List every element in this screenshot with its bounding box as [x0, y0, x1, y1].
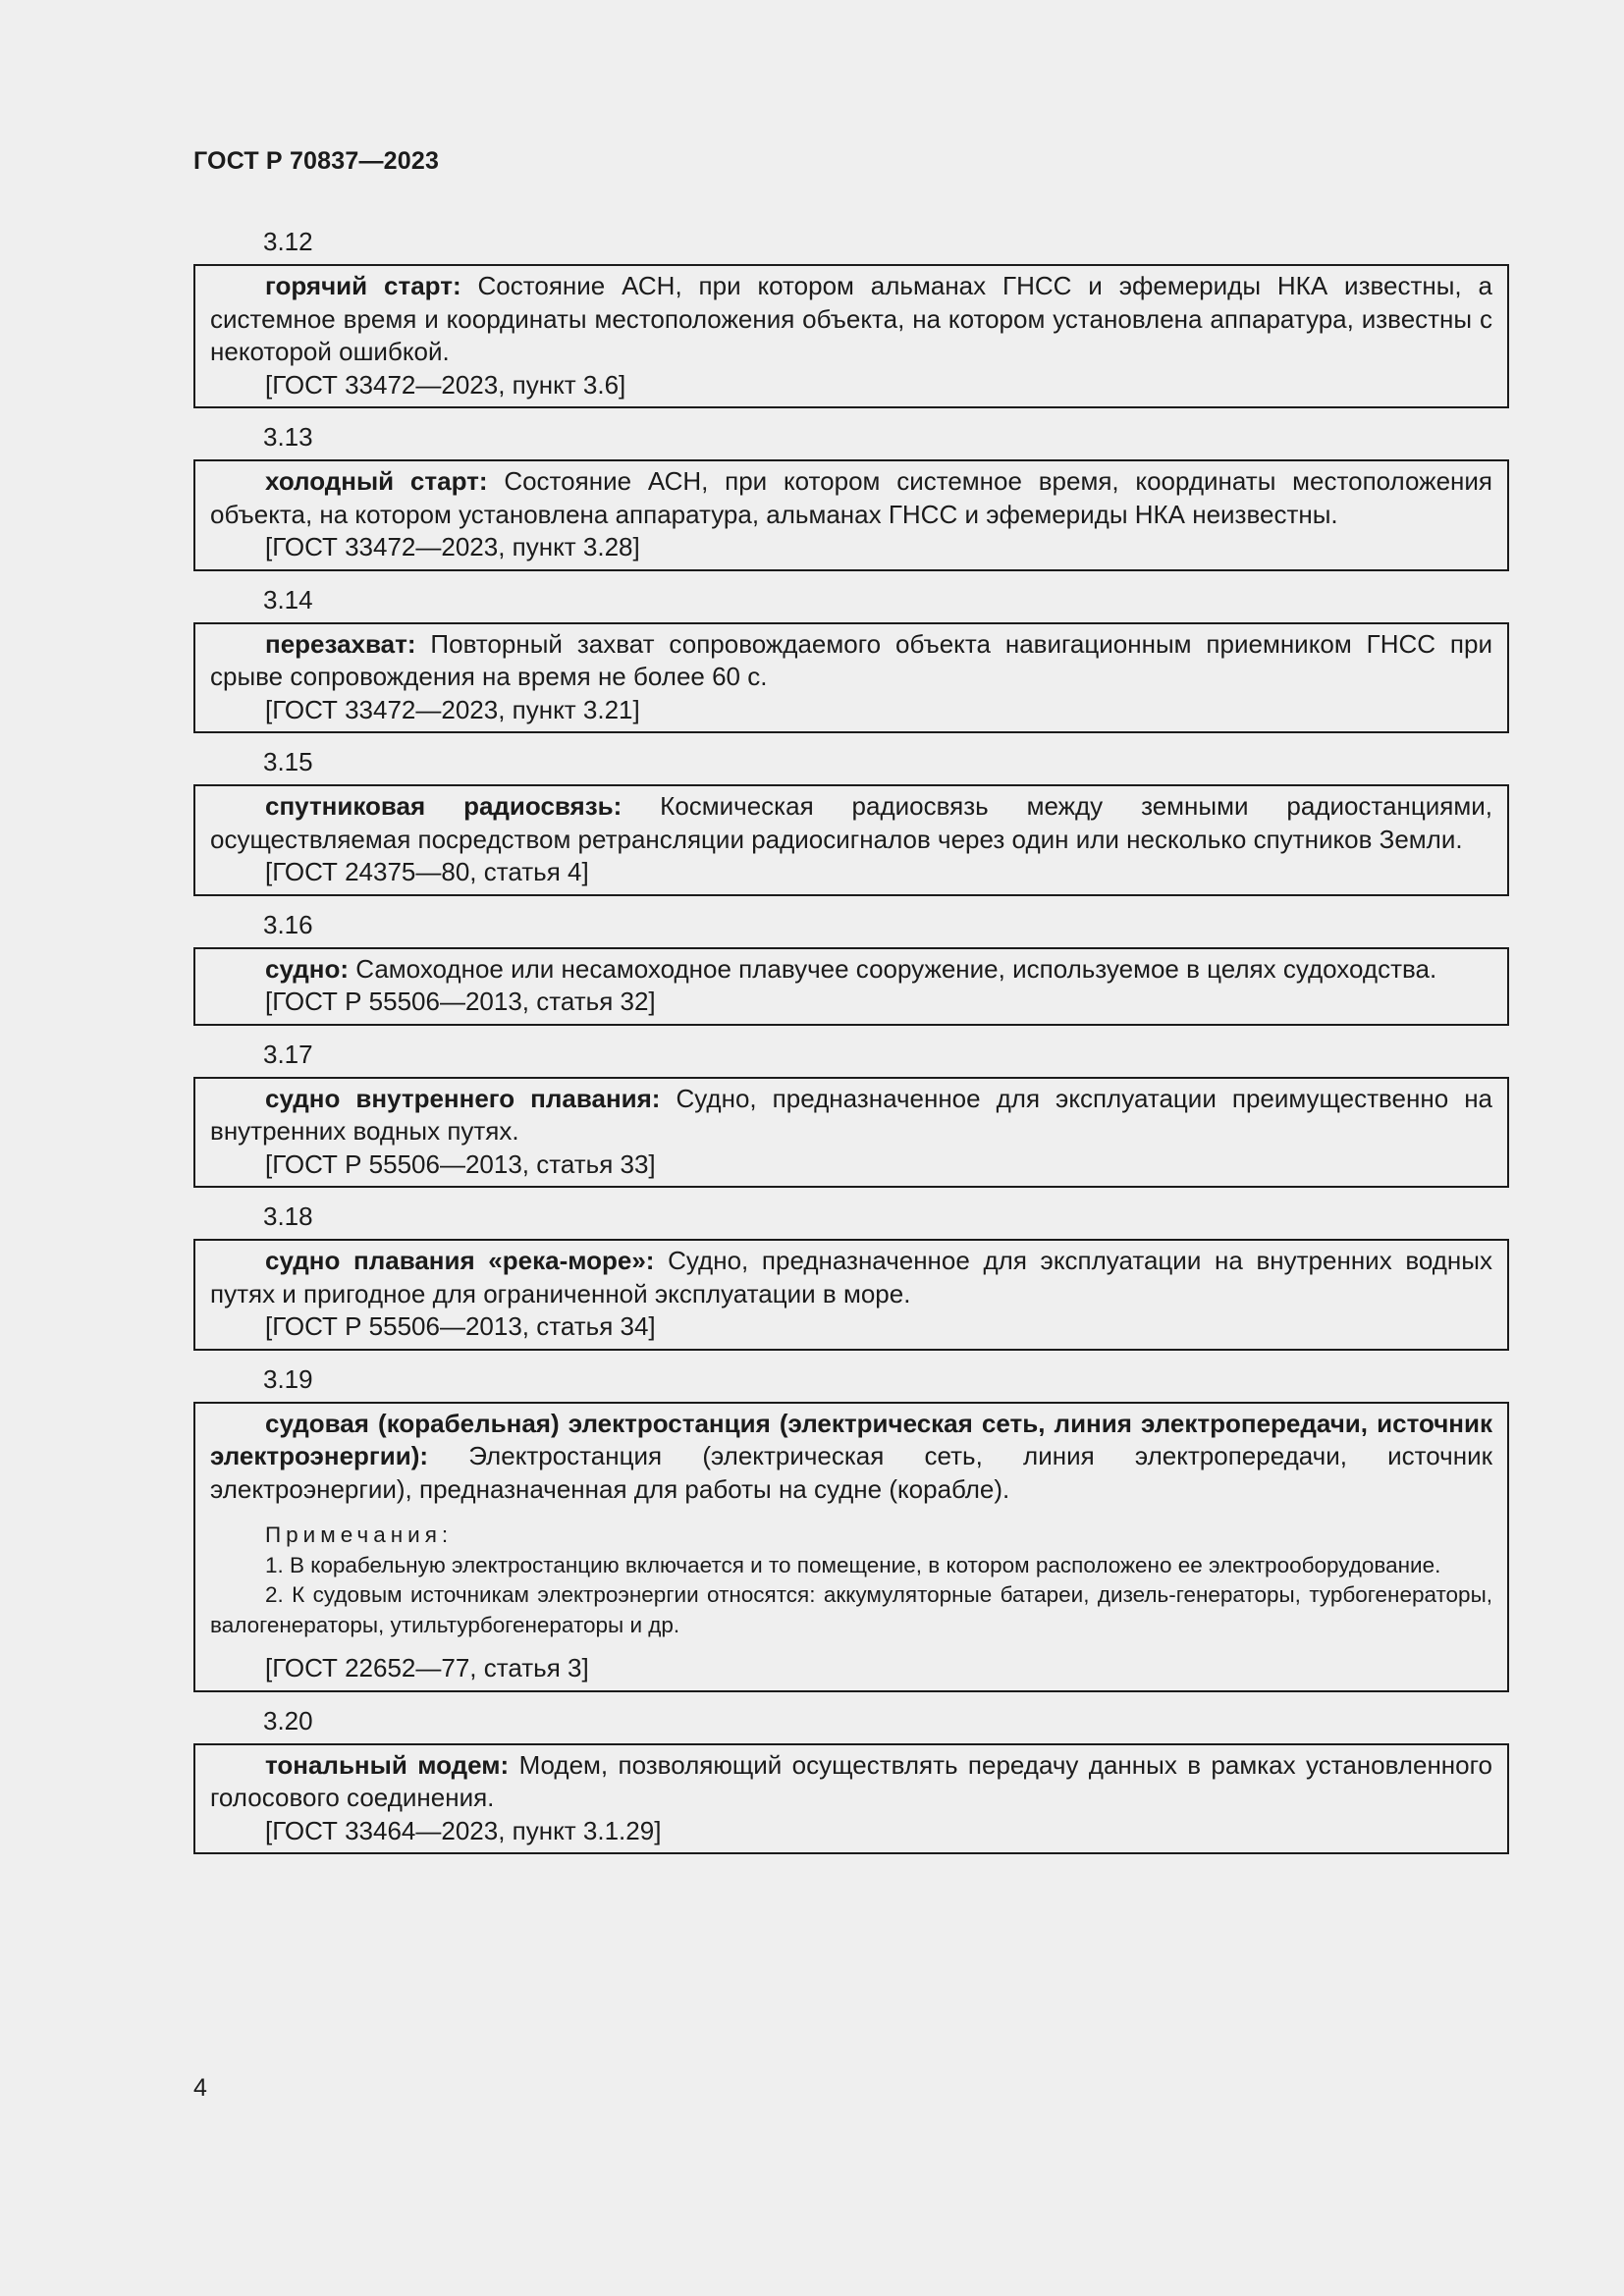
entry-text: [210, 1083, 1492, 1148]
entry-text: [210, 628, 1492, 694]
entry-number: 3.19: [263, 1363, 313, 1394]
term-source: [ГОСТ 33464—2023, пункт 3.1.29]: [265, 1815, 662, 1845]
term-entry-3-15: [193, 784, 1509, 896]
note-item: 1. В корабельную электростанцию включается и то помещение, в котором расположено ее электрооборудование.: [265, 1552, 1441, 1577]
entry-number: 3.16: [263, 909, 313, 939]
term-name: перезахват:: [265, 628, 416, 659]
term-name: судно внутреннего плавания:: [265, 1083, 661, 1113]
term-source: [ГОСТ 33472—2023, пункт 3.21]: [265, 694, 640, 724]
term-source: [ГОСТ Р 55506—2013, статья 33]: [265, 1148, 656, 1179]
term-definition: Электростанция (электрическая сеть, линия электропередачи, источник электроэнергии), предназначенная для работы на судне (корабле).: [210, 1441, 1492, 1504]
entry-number: 3.13: [263, 422, 313, 452]
notes-block: [210, 1521, 1492, 1640]
term-source: [ГОСТ Р 55506—2013, статья 32]: [265, 987, 656, 1016]
term-name: судно:: [265, 953, 350, 984]
term-definition: Состояние АСН, при котором альманах ГНСС и эфемериды НКА известны, а системное время и координаты местоположения объекта, на котором установлена аппаратура, известны с некоторой ошибкой.: [210, 271, 1492, 366]
term-definition: Судно, предназначенное для эксплуатации преимущественно на внутренних водных путях.: [210, 1083, 1493, 1146]
term-entry-3-19: [193, 1402, 1509, 1692]
term-name: тональный модем:: [265, 1749, 510, 1780]
term-source: [ГОСТ 24375—80, статья 4]: [265, 857, 589, 886]
entry-number: 3.20: [263, 1705, 313, 1735]
entry-text: [210, 953, 1492, 987]
notes-label: Примечания:: [265, 1522, 454, 1547]
term-entry-3-12: [193, 264, 1509, 408]
note-item: 2. К судовым источникам электроэнергии относятся: аккумуляторные батареи, дизель-генераторы, турбогенераторы, валогенераторы, утильтурбогенераторы и др.: [210, 1582, 1492, 1637]
term-name: горячий старт:: [265, 271, 461, 300]
entry-text: [210, 1749, 1492, 1815]
term-definition: Космическая радиосвязь между земными радиостанциями, осуществляемая посредством ретрансляции радиосигналов через один или несколько спутников Земли.: [210, 791, 1492, 854]
page-number: 4: [193, 2074, 207, 2102]
term-definition: Повторный захват сопровождаемого объекта навигационным приемником ГНСС при срыве сопровождения на время не более 60 с.: [210, 628, 1492, 691]
entry-text: [210, 270, 1492, 369]
term-definition: Модем, позволяющий осуществлять передачу данных в рамках установленного голосового соединения.: [210, 1749, 1492, 1812]
entry-text: [210, 465, 1492, 531]
term-source: [ГОСТ 33472—2023, пункт 3.6]: [265, 369, 626, 400]
term-source: [ГОСТ Р 55506—2013, статья 34]: [265, 1311, 656, 1341]
term-entry-3-14: [193, 622, 1509, 734]
term-name: холодный старт:: [265, 466, 488, 496]
term-definition: Самоходное или несамоходное плавучее сооружение, используемое в целях судоходства.: [355, 953, 1437, 984]
entry-number: 3.12: [263, 227, 313, 256]
entry-text: [210, 1245, 1492, 1310]
term-source: [ГОСТ 33472—2023, пункт 3.28]: [265, 532, 640, 561]
term-definition: Судно, предназначенное для эксплуатации на внутренних водных путях и пригодное для ограниченной эксплуатации в море.: [210, 1246, 1492, 1308]
term-entry-3-13: [193, 459, 1509, 571]
term-entry-3-17: [193, 1077, 1509, 1189]
entry-number: 3.17: [263, 1039, 313, 1069]
terms-list: [193, 225, 1509, 1866]
entry-text: [210, 790, 1492, 856]
term-name: судно плавания «река-море»:: [265, 1246, 655, 1275]
term-name: спутниковая радиосвязь:: [265, 791, 623, 821]
document-header: ГОСТ Р 70837—2023: [193, 147, 440, 175]
term-entry-3-18: [193, 1239, 1509, 1351]
entry-number: 3.15: [263, 747, 313, 776]
term-name: судовая (корабельная) электростанция (электрическая сеть, линия электропередачи, источник электроэнергии):: [210, 1408, 1492, 1470]
term-source: [ГОСТ 22652—77, статья 3]: [265, 1653, 589, 1682]
term-entry-3-16: [193, 947, 1509, 1026]
entry-text: [210, 1408, 1492, 1507]
entry-number: 3.18: [263, 1201, 313, 1231]
term-entry-3-20: [193, 1743, 1509, 1855]
term-definition: Состояние АСН, при котором системное время, координаты местоположения объекта, на котором установлена аппаратура, альманах ГНСС и эфемериды НКА неизвестны.: [210, 466, 1492, 529]
entry-number: 3.14: [263, 584, 313, 614]
